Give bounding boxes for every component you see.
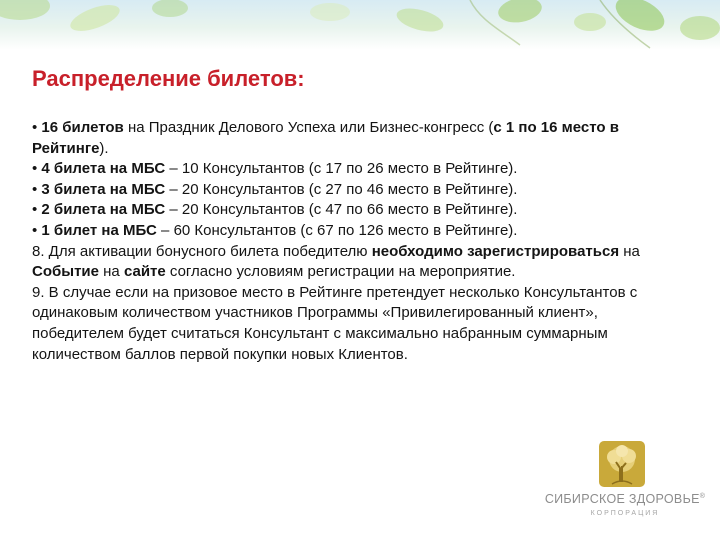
text-run: • [32, 201, 42, 219]
text-run: – 10 Консультантов (с 17 по 26 место в Рейтинге). [165, 160, 518, 178]
bold-text-run: 3 билета на МБС [41, 180, 166, 198]
logo-name-text: СИБИРСКОЕ ЗДОРОВЬЕ [544, 492, 700, 506]
rules-text [32, 118, 692, 365]
text-run: – 20 Консультантов (с 27 по 46 место в Рейтинге). [165, 180, 518, 198]
text-run: 9. В случае если на призовое место в Рейтинге претендует несколько Консультантов с одинаковым количеством участников Программы «Привилегированный клиент», победителем будет считаться Консультант с максимально набранным суммарным количеством баллов первой покупки новых Клиентов. [32, 283, 638, 363]
tree-emblem-icon [598, 440, 646, 488]
text-run: 8. Для активации бонусного билета победителю [32, 242, 372, 260]
paragraph [32, 200, 692, 221]
bold-text-run: 4 билета на МБС [41, 160, 166, 178]
logo-name [540, 492, 710, 506]
company-logo [540, 440, 710, 530]
text-run: • [32, 180, 42, 198]
text-run: – 60 Консультантов (с 67 по 126 место в Рейтинге). [156, 221, 518, 239]
text-run: • [32, 160, 42, 178]
bold-text-run: сайте [123, 263, 166, 281]
text-run: • [32, 119, 42, 136]
bold-text-run: 2 билета на МБС [41, 201, 166, 219]
bold-text-run: с 1 по 16 место в Рейтинге [32, 119, 619, 157]
logo-subtitle: КОРПОРАЦИЯ [590, 510, 660, 517]
bold-text-run: Событие [32, 263, 99, 281]
paragraph [32, 283, 692, 365]
header-leaves-banner [0, 0, 720, 50]
paragraph [32, 159, 692, 180]
paragraph [32, 180, 692, 201]
text-run: согласно условиям регистрации на мероприятие. [165, 263, 516, 281]
text-run: – 20 Консультантов (с 47 по 66 место в Рейтинге). [165, 201, 518, 219]
bold-text-run: необходимо зарегистрироваться [371, 242, 620, 260]
registered-mark: ® [699, 492, 706, 500]
leaves-decoration [0, 0, 720, 50]
paragraph [32, 118, 692, 159]
bold-text-run: 1 билет на МБС [41, 221, 157, 239]
text-run: на [619, 242, 640, 260]
text-run: на [98, 263, 124, 281]
paragraph [32, 242, 692, 283]
text-run: ). [99, 139, 109, 157]
slide-title: Распределение билетов: [32, 66, 305, 91]
paragraph [32, 221, 692, 242]
text-run: на Праздник Делового Успеха или Бизнес-конгресс ( [123, 119, 494, 136]
text-run: • [32, 221, 42, 239]
bold-text-run: 16 билетов [41, 119, 124, 136]
